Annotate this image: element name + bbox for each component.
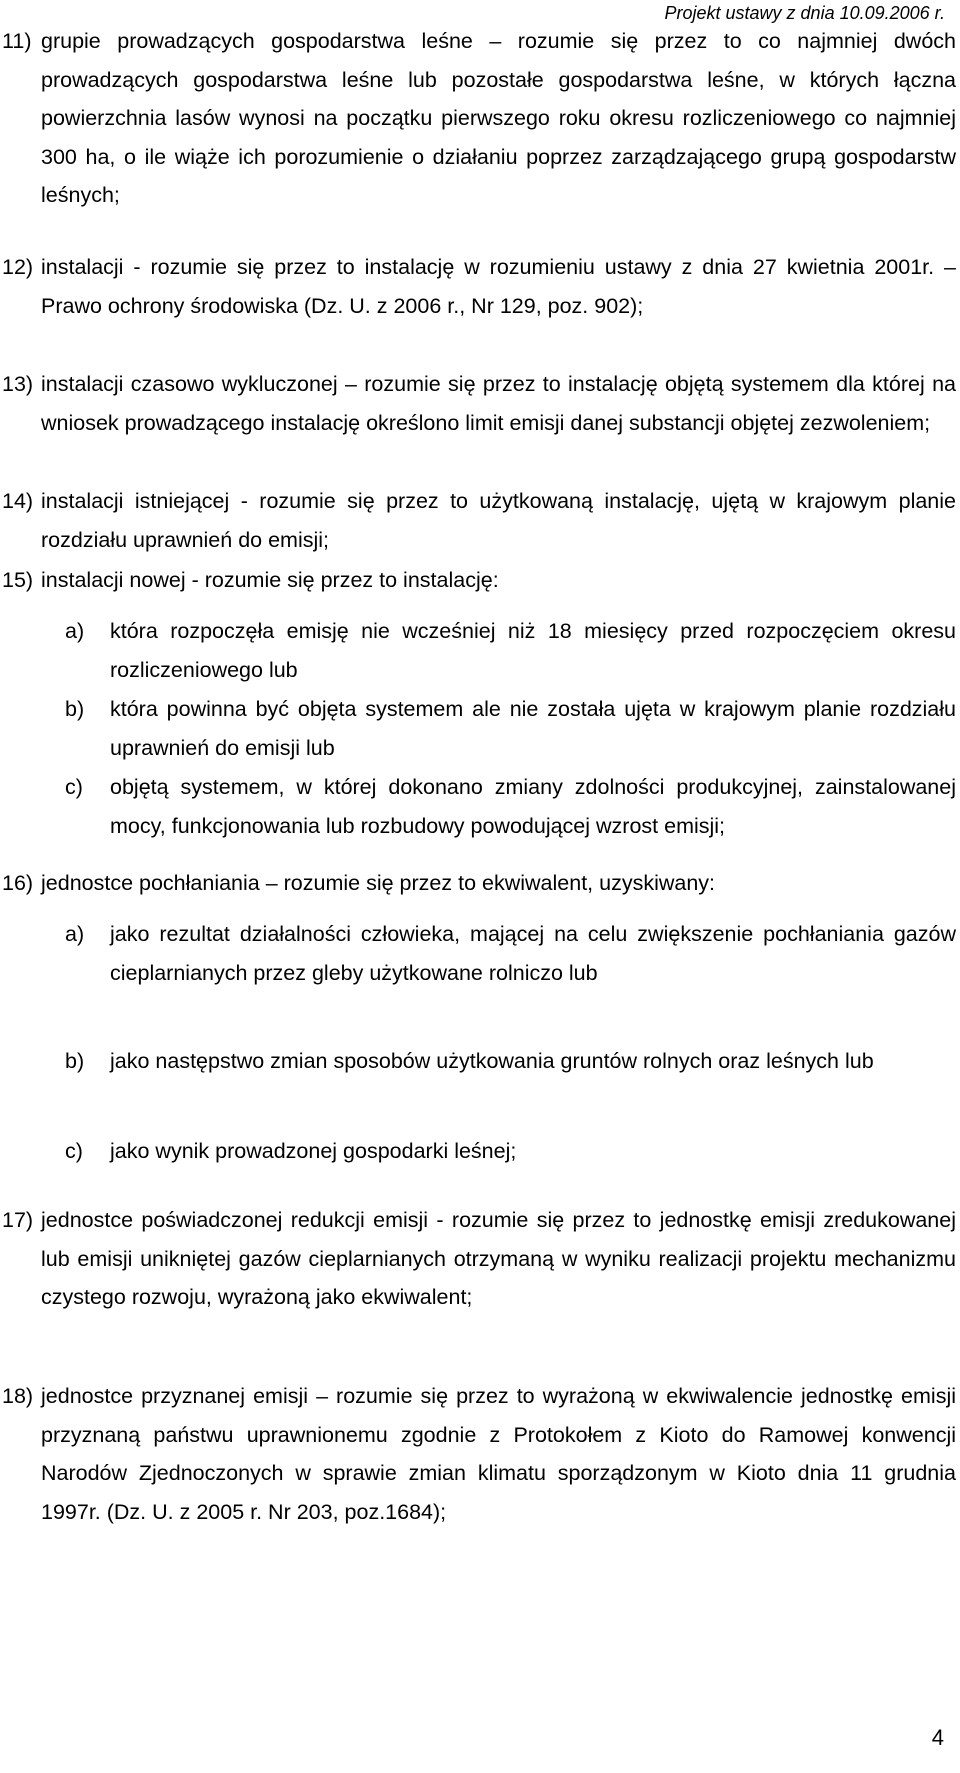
item-text: instalacji istniejącej - rozumie się przez to użytkowaną instalację, ujętą w krajowym planie rozdziału uprawnień do emisji; <box>41 489 956 552</box>
item-text: grupie prowadzących gospodarstwa leśne – rozumie się przez to co najmniej dwóch prowadzących gospodarstwa leśne lub pozostałe gospodarstwa leśne, w których łączna powierzchnia lasów wynosi na początku pierwszego roku okresu rozliczeniowego co najmniej 300 ha, o ile wiąże ich porozumienie o działaniu poprzez zarządzającego grupą gospodarstw leśnych; <box>41 29 956 207</box>
subitem-text: jako wynik prowadzonej gospodarki leśnej; <box>110 1139 517 1163</box>
item-number: 12) <box>2 255 34 279</box>
item-text: jednostce przyznanej emisji – rozumie się przez to wyrażoną w ekwiwalencie jednostkę emisji przyznaną państwu uprawnionemu zgodnie z Protokołem z Kioto do Ramowej konwencji Narodów Zjednoczonych w sprawie zmian klimatu sporządzonym w Kioto dnia 11 grudnia 1997r. (Dz. U. z 2005 r. Nr 203, poz.1684); <box>41 1384 956 1524</box>
item-text: jednostce poświadczonej redukcji emisji - rozumie się przez to jednostkę emisji zredukowanej lub emisji unikniętej gazów cieplarnianych otrzymaną w wyniku realizacji projektu mechanizmu czystego rozwoju, wyrażoną jako ekwiwalent; <box>41 1208 956 1309</box>
subitem-text: jako następstwo zmian sposobów użytkowania gruntów rolnych oraz leśnych lub <box>110 1049 874 1073</box>
item-text: instalacji nowej - rozumie się przez to instalację: <box>41 568 499 592</box>
subitem-text: jako rezultat działalności człowieka, mającej na celu zwiększenie pochłaniania gazów cieplarnianych przez gleby użytkowane rolniczo lub <box>110 922 956 985</box>
subitem-label: b) <box>65 1049 85 1073</box>
page-number: 4 <box>931 1725 944 1750</box>
subitem-text: która powinna być objęta systemem ale nie została ujęta w krajowym planie rozdziału uprawnień do emisji lub <box>110 697 956 760</box>
item-text: instalacji - rozumie się przez to instalację w rozumieniu ustawy z dnia 27 kwietnia 2001r. – Prawo ochrony środowiska (Dz. U. z 2006 r., Nr 129, poz. 902); <box>41 255 956 318</box>
item-number: 16) <box>2 871 34 895</box>
subitem-label: a) <box>65 619 85 643</box>
item-number: 18) <box>2 1384 34 1408</box>
item-number: 15) <box>2 568 34 592</box>
item-number: 17) <box>2 1208 34 1232</box>
subitem-text: która rozpoczęła emisję nie wcześniej niż 18 miesięcy przed rozpoczęciem okresu rozliczeniowego lub <box>110 619 956 682</box>
subitem-label: a) <box>65 922 85 946</box>
item-number: 13) <box>2 372 34 396</box>
subitem-text: objętą systemem, w której dokonano zmiany zdolności produkcyjnej, zainstalowanej mocy, funkcjonowania lub rozbudowy powodującej wzrost emisji; <box>110 775 956 838</box>
subitem-label: b) <box>65 697 85 721</box>
item-text: jednostce pochłaniania – rozumie się przez to ekwiwalent, uzyskiwany: <box>41 871 716 895</box>
item-text: instalacji czasowo wykluczonej – rozumie się przez to instalację objętą systemem dla której na wniosek prowadzącego instalację określono limit emisji danej substancji objętej zezwoleniem; <box>41 372 956 435</box>
item-number: 14) <box>2 489 34 513</box>
subitem-label: c) <box>65 1139 83 1163</box>
subitem-label: c) <box>65 775 83 799</box>
item-number: 11) <box>2 29 32 53</box>
document-header: Projekt ustawy z dnia 10.09.2006 r. <box>664 3 945 23</box>
